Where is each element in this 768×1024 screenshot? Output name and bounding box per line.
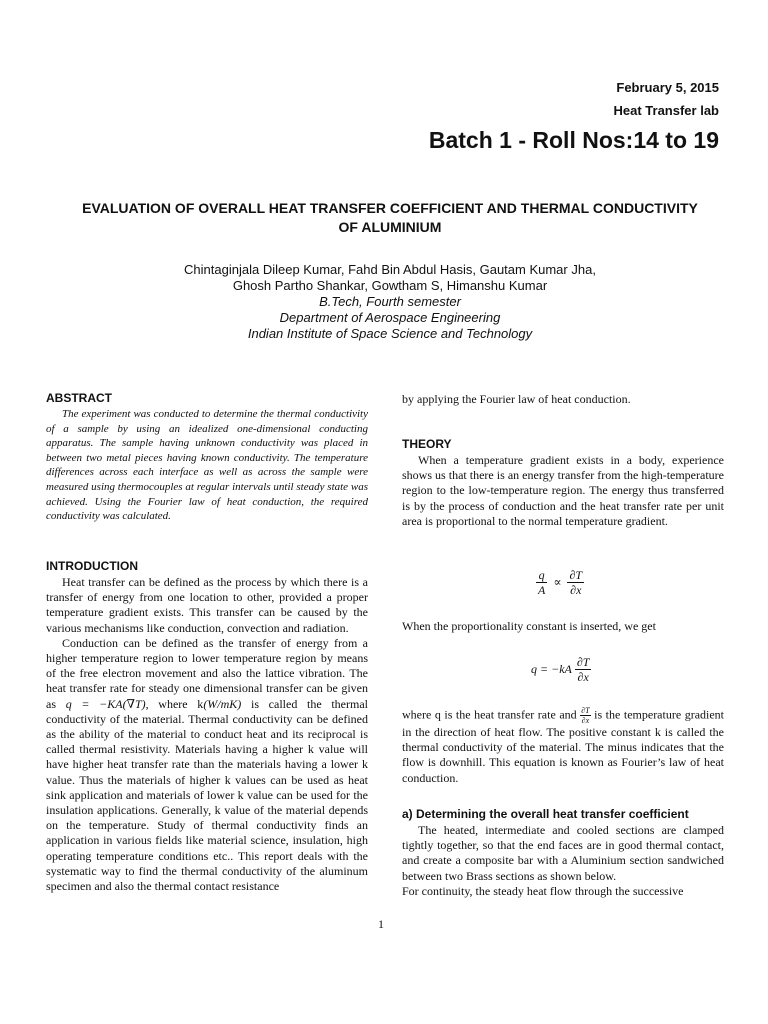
theory-paragraph: When a temperature gradient exists in a body, experience shows us that there is an energy transfer from the high-temperature region to the low-temperature region. The energy thus transferred is by the process of conduction and the heat transfer rate per unit area is proportional to the normal temperature gradient. (402, 453, 724, 528)
when-paragraph: When the proportionality constant is inserted, we get (402, 619, 656, 633)
where-a: where q is the heat transfer rate and (402, 707, 577, 722)
introduction-heading: INTRODUCTION (46, 559, 138, 573)
eq1-lhs-den: A (538, 583, 546, 597)
where-paragraph (402, 706, 724, 786)
eq1-lhs (536, 568, 547, 597)
abstract-text (46, 407, 368, 524)
intro-unit: (W/mK) (203, 696, 242, 711)
paper-title: EVALUATION OF OVERALL HEAT TRANSFER COEFFICIENT AND THERMAL CONDUCTIVITY OF ALUMINIUM (82, 200, 698, 235)
department: Department of Aerospace Engineering (279, 310, 501, 325)
eq1-rhs-den: ∂x (570, 583, 582, 597)
eq2-rhs (575, 655, 592, 684)
when-text (402, 619, 724, 634)
introduction-text (46, 575, 368, 894)
intro-p2-c: is called the thermal conductivity of the material. Thermal conductivity can be defined as the ability of the material to conduct heat and its reciprocal is called thermal resistivity. Materials having a higher k value will have higher heat transfer rate than the materials having a lower k value. Thus the materials of higher k values can be used as heat sink application and materials of lower k value can be used for the insulation applications. Generally, k value of the material depends on the temperature. Study of thermal conductivity finds an application in various fields like material science, insulation, high operating temperature conditions etc.. This report deals with the systematic way to find the thermal conductivity of the aluminum specimen and also the thermal contact resistance (46, 696, 368, 894)
theory-heading: THEORY (402, 437, 452, 451)
authors-line-2: Ghosh Partho Shankar, Gowtham S, Himanshu Kumar (232, 278, 548, 293)
intro-equation: q = −KA(∇T) (65, 696, 146, 711)
eq2-lhs: q = −kA (531, 662, 572, 676)
eq2-rhs-den: ∂x (577, 670, 589, 684)
author-block (80, 262, 700, 342)
abstract-paragraph: The experiment was conducted to determine the thermal conductivity of a sample by using an idealized one-dimensional conducting apparatus. The sample having unknown conductivity was placed in between two metal pieces having known conductivity. The temperature differences across each interface as well as across the sample were measured using thermocouples at regular intervals until steady state was achieved. Using the Fourier law of heat conduction, the required conductivity was calculated. (46, 408, 368, 523)
where-frac-den: ∂x (581, 716, 590, 725)
section-a-text (402, 823, 724, 899)
continuation-paragraph: by applying the Fourier law of heat conduction. (402, 392, 631, 406)
where-frac-num: ∂T (581, 706, 590, 715)
eq1-rhs (567, 568, 584, 597)
degree: B.Tech, Fourth semester (319, 294, 461, 309)
where-text (402, 706, 724, 786)
section-a-heading: a) Determining the overall heat transfer coefficient (402, 807, 689, 821)
institute: Indian Institute of Space Science and Technology (247, 326, 533, 341)
where-gradient-frac (580, 706, 590, 725)
intro-paragraph-1: Heat transfer can be defined as the process by which there is a transfer of energy from one location to other, provided a proper temperature gradient exists. This transfer can be caused by the various mechanisms like conduction, convection and radiation. (46, 575, 368, 635)
eq1-operator: ∝ (553, 575, 562, 589)
batch-title: Batch 1 - Roll Nos:14 to 19 (428, 127, 719, 153)
intro-paragraph-2 (46, 636, 368, 894)
eq2-rhs-num: ∂T (576, 655, 590, 669)
intro-p2-b: , where k (145, 696, 204, 711)
abstract-heading: ABSTRACT (46, 391, 112, 405)
date: February 5, 2015 (616, 80, 719, 95)
lab-name: Heat Transfer lab (613, 103, 719, 118)
section-a-paragraph-2: For continuity, the steady heat flow through the successive (402, 883, 684, 898)
where-b: is the temperature gradient in the direction of heat flow. The positive constant k is called the thermal conductivity of the material. The minus indicates that the flow is downhill. This equation is known as Fourier’s law of heat conduction. (402, 707, 725, 785)
intro-p2-a: Conduction can be defined as the transfer of energy from a higher temperature region to lower temperature region by means of the free electron movement and also the lattice vibration. The heat transfer rate for steady one dimensional transfer can be given as (46, 635, 368, 711)
equation-fourier (528, 655, 591, 684)
equation-proportional (536, 568, 584, 597)
authors-line-1: Chintaginjala Dileep Kumar, Fahd Bin Abdul Hasis, Gautam Kumar Jha, (184, 262, 596, 277)
page-number: 1 (378, 917, 384, 931)
eq1-lhs-num: q (536, 568, 547, 583)
continuation-text (402, 392, 724, 407)
theory-text (402, 453, 724, 529)
section-a-paragraph-1: The heated, intermediate and cooled sections are clamped tightly together, so that the end faces are in good thermal contact, and create a composite bar with a Aluminium section sandwiched between two Brass sections as shown below. (402, 823, 724, 883)
eq1-rhs-num: ∂T (569, 568, 583, 582)
